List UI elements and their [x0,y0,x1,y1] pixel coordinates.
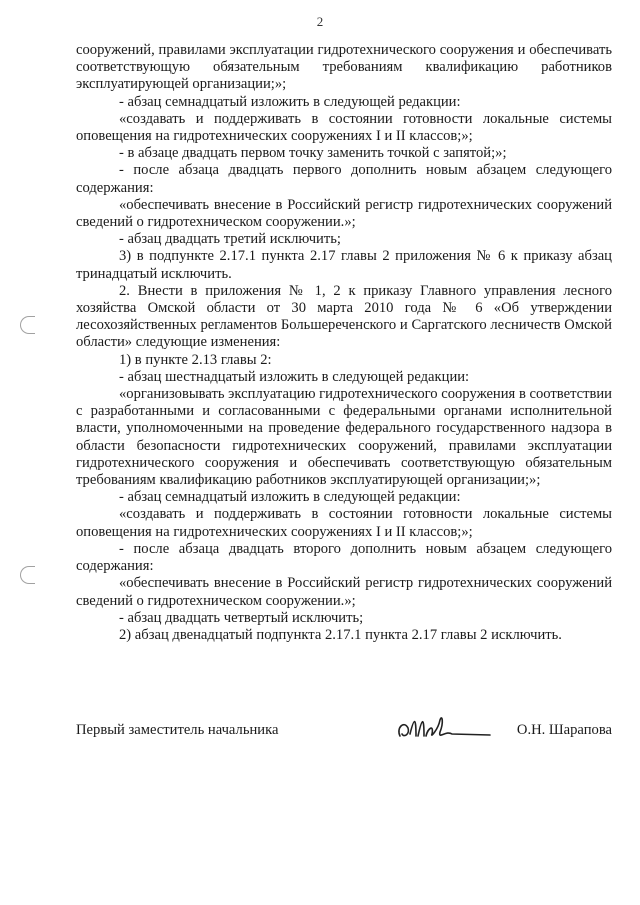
paragraph: «организовывать эксплуатацию гидротехнического сооружения в соответствии с разработанными и согласованными с федеральными органами исполнительной власти, уполномоченными на проведение федерального государственного надзора в области безопасности гидротехнических сооружений, правилами эксплуатации гидротехнического сооружения и обеспечивать соответствующую обязательным требованиям квалификацию работников эксплуатирующей организации;»; [76,386,612,489]
hole-punch-mark [20,566,35,584]
page-number: 2 [316,14,324,29]
signatory-name: О.Н. Шарапова [516,722,612,738]
paragraph: - абзац семнадцатый изложить в следующей редакции: [119,93,461,110]
paragraph: - в абзаце двадцать первом точку заменить точкой с запятой;»; [119,145,507,162]
paragraph: 2) абзац двенадцатый подпункта 2.17.1 пункта 2.17 главы 2 исключить. [119,626,562,643]
paragraph: 2. Внести в приложения № 1, 2 к приказу Главного управления лесного хозяйства Омской области от 30 марта 2010 года № 6 «Об утверждении лесохозяйственных регламентов Большереченского и Саргатского лесничеств Омской области» следующие изменения: [76,282,612,351]
handwritten-signature [394,708,504,748]
paragraph: «обеспечивать внесение в Российский регистр гидротехнических сооружений сведений о гидротехническом сооружении.»; [76,196,612,231]
signatory-role: Первый заместитель начальника [76,722,279,738]
signature-block [76,722,612,762]
hole-punch-mark [20,316,35,334]
paragraph: 3) в подпункте 2.17.1 пункта 2.17 главы 2 приложения № 6 к приказу абзац тринадцатый исключить. [76,248,612,282]
paragraph: сооружений, правилами эксплуатации гидротехнического сооружения и обеспечивать соответствующую обязательным требованиям квалификацию работников эксплуатирующей организации;»; [76,42,612,93]
paragraph: - после абзаца двадцать первого дополнить новым абзацем следующего содержания: [76,162,612,196]
paragraph: - абзац двадцать третий исключить; [119,231,341,248]
paragraph: «создавать и поддерживать в состоянии готовности локальные системы оповещения на гидротехнических сооружениях I и II классов;»; [76,110,612,145]
paragraph: - абзац шестнадцатый изложить в следующей редакции: [119,368,470,385]
document-body [76,42,612,644]
paragraph: - после абзаца двадцать второго дополнить новым абзацем следующего содержания: [76,540,612,575]
paragraph: - абзац семнадцатый изложить в следующей редакции: [119,489,461,506]
paragraph: 1) в пункте 2.13 главы 2: [119,351,272,368]
paragraph: «обеспечивать внесение в Российский регистр гидротехнических сооружений сведений о гидротехническом сооружении.»; [76,575,612,609]
paragraph: «создавать и поддерживать в состоянии готовности локальные системы оповещения на гидротехнических сооружениях I и II классов;»; [76,506,612,540]
paragraph: - абзац двадцать четвертый исключить; [119,609,364,626]
